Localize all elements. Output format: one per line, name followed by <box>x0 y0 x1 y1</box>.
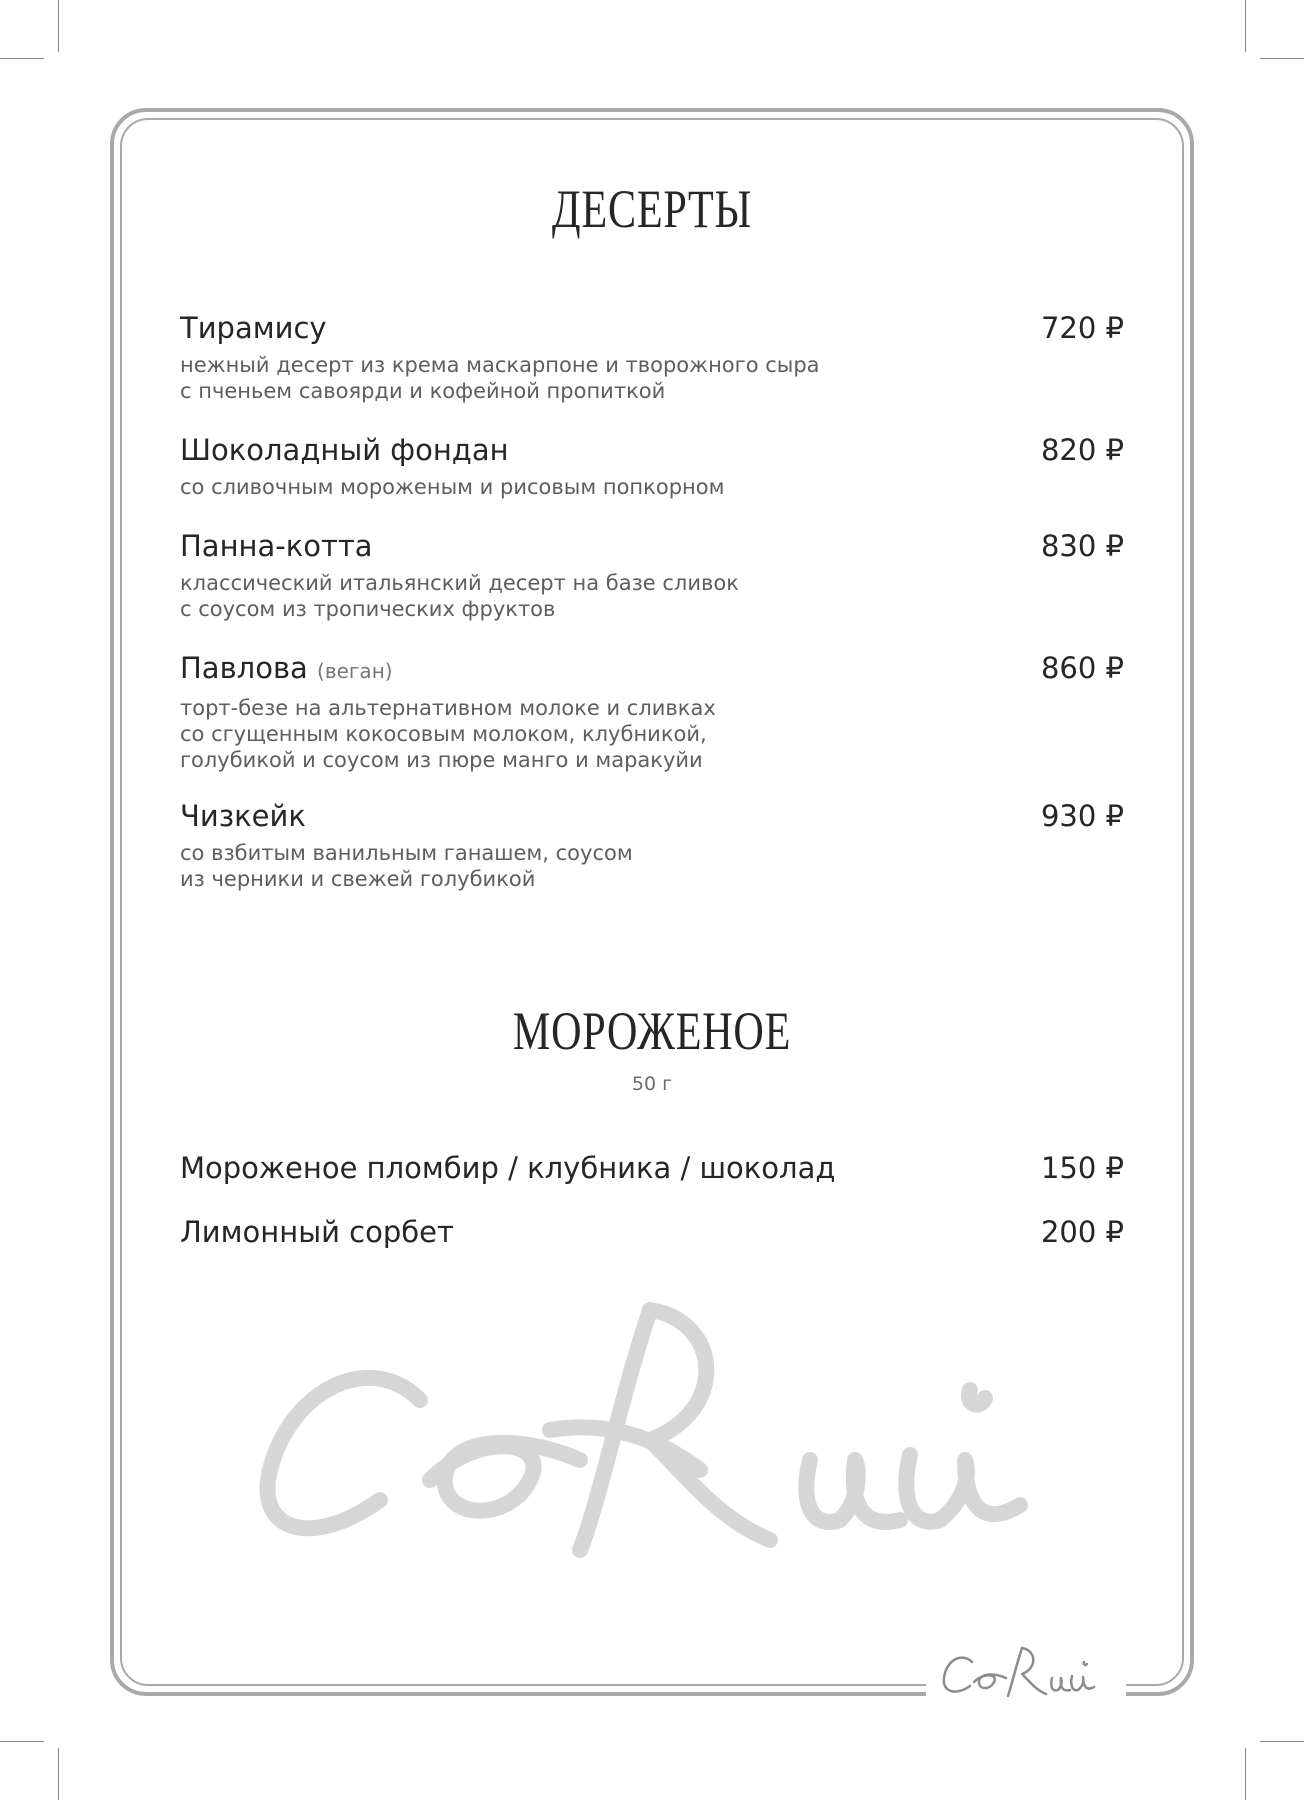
description-line: со сгущенным кокосовым молоком, клубникой, <box>180 722 707 746</box>
description-line: с пченьем савоярди и кофейной пропиткой <box>180 379 666 403</box>
item-price: 200 ₽ <box>1040 1215 1124 1249</box>
item-description <box>180 570 1124 622</box>
description-line: нежный десерт из крема маскарпоне и творожного сыра <box>180 353 820 377</box>
description-line: голубикой и соусом из пюре манго и маракуйи <box>180 748 703 772</box>
item-description <box>180 840 1124 892</box>
item-price: 860 ₽ <box>1040 651 1124 685</box>
item-price: 720 ₽ <box>1040 311 1124 345</box>
item-description <box>180 352 1124 404</box>
item-name: Чизкейк <box>180 799 306 833</box>
item-name: Лимонный сорбет <box>180 1215 454 1249</box>
portion-size: 50 г <box>631 1073 673 1095</box>
ice-cream-title: МОРОЖЕНОЕ <box>512 1001 792 1061</box>
item-price: 930 ₽ <box>1040 799 1124 833</box>
item-price: 820 ₽ <box>1040 433 1124 467</box>
menu-item <box>180 798 1124 892</box>
crop-mark <box>1245 0 1246 52</box>
menu-item <box>180 310 1124 404</box>
crop-mark <box>1260 58 1304 59</box>
menu-item <box>180 650 1124 773</box>
crop-mark <box>58 1748 59 1800</box>
signature-logo-icon <box>940 1640 1110 1700</box>
menu-item <box>180 1150 1124 1186</box>
item-price: 150 ₽ <box>1040 1151 1124 1185</box>
item-name: Панна-котта <box>180 529 373 563</box>
crop-mark <box>58 0 59 52</box>
crop-mark <box>0 58 44 59</box>
item-price: 830 ₽ <box>1040 529 1124 563</box>
item-name: Мороженое пломбир / клубника / шоколад <box>180 1151 836 1185</box>
item-name: Павлова <box>180 651 308 685</box>
description-line: торт-безе на альтернативном молоке и сливках <box>180 696 716 720</box>
menu-item <box>180 1214 1124 1250</box>
menu-item <box>180 528 1124 622</box>
item-description <box>180 695 1124 773</box>
item-note: (веган) <box>317 659 393 683</box>
description-line: классический итальянский десерт на базе сливок <box>180 571 739 595</box>
crop-mark <box>0 1741 44 1742</box>
description-line: из черники и свежей голубикой <box>180 867 536 891</box>
crop-mark <box>1245 1748 1246 1800</box>
item-description <box>180 474 1124 500</box>
description-line: со взбитым ванильным ганашем, соусом <box>180 841 633 865</box>
description-line: со сливочным мороженым и рисовым попкорном <box>180 475 725 499</box>
desserts-title: ДЕСЕРТЫ <box>551 179 753 239</box>
item-name: Шоколадный фондан <box>180 433 509 467</box>
item-name-row <box>180 650 1124 689</box>
menu-item <box>180 432 1124 500</box>
item-name: Тирамису <box>180 311 327 345</box>
description-line: с соусом из тропических фруктов <box>180 597 556 621</box>
crop-mark <box>1260 1741 1304 1742</box>
signature-watermark-icon <box>250 1280 1070 1580</box>
